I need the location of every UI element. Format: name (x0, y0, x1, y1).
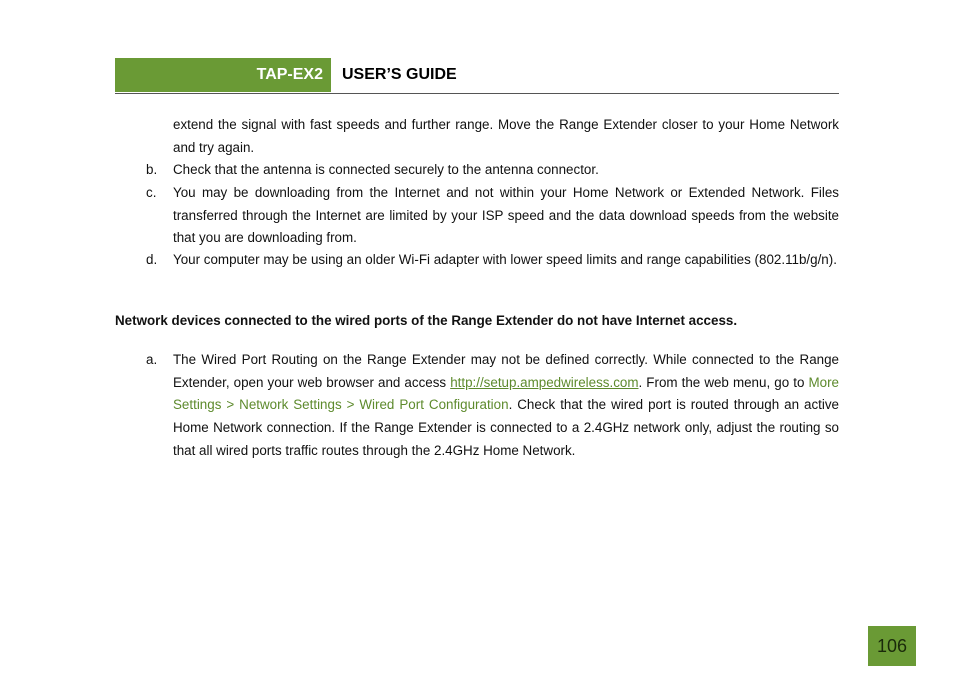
menu-path-text: More Settings > Network Settings > Wired Port Configuration (173, 374, 839, 413)
continuation-paragraph: extend the signal with fast speeds and further range. Move the Range Extender closer to your Home Network and try again. (173, 117, 839, 155)
header-divider (115, 93, 839, 94)
item-a-text-1: The Wired Port Routing on the Range Extender may not be defined correctly. While connected to the Range Extender, open your web browser and access (173, 352, 839, 390)
item-a-text-3: . Check that the wired port is routed through an active Home Network connection. If the Range Extender is connected to a 2.4GHz network only, adjust the routing so that all wired ports traffic routes through the 2.4GHz Home Network. (173, 397, 839, 458)
header-guide-title: USER’S GUIDE (342, 66, 457, 83)
list-marker-c: c. (146, 185, 157, 200)
list-item-b: Check that the antenna is connected securely to the antenna connector. (173, 162, 599, 177)
list-item-d: Your computer may be using an older Wi-Fi adapter with lower speed limits and range capabilities (802.11b/g/n). (173, 252, 837, 267)
setup-url-link[interactable]: http://setup.ampedwireless.com (450, 374, 639, 390)
header-model-label: TAP-EX2 (256, 66, 323, 83)
list-marker-b: b. (146, 162, 158, 177)
list-item-c: You may be downloading from the Internet and not within your Home Network or Extended Network. Files transferred through the Internet are limited by your ISP speed and the data download speeds from the website that you are downloading from. (173, 185, 839, 246)
item-a-text-2: . From the web menu, go to (638, 374, 809, 390)
page-number: 106 (868, 626, 916, 666)
list-marker-d: d. (146, 252, 158, 267)
list-marker-a: a. (146, 352, 158, 367)
section-heading: Network devices connected to the wired ports of the Range Extender do not have Internet access. (115, 313, 738, 328)
list-item-a (173, 349, 839, 463)
